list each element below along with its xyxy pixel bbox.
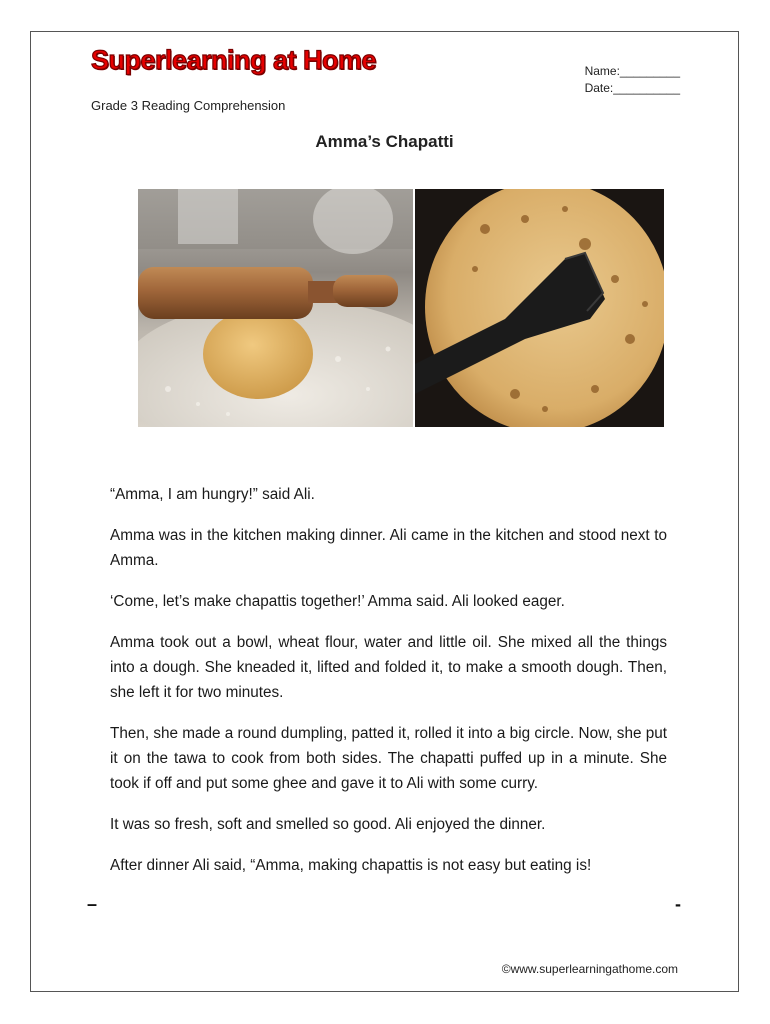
story-paragraph: After dinner Ali said, “Amma, making chapattis is not easy but eating is!	[110, 857, 592, 874]
name-field: Name:_________	[584, 64, 680, 78]
story-title: Amma’s Chapatti	[315, 132, 454, 151]
rolling-pin-dough-image	[138, 189, 413, 427]
chapatti-spatula-photo	[415, 189, 664, 427]
page-mark-left: –	[87, 894, 98, 914]
story-paragraph: Amma was in the kitchen making dinner. Ali came in the kitchen and stood next to Amma.	[110, 527, 667, 569]
story-paragraph: It was so fresh, soft and smelled so good. Ali enjoyed the dinner.	[110, 816, 546, 833]
story-paragraph: “Amma, I am hungry!” said Ali.	[110, 486, 315, 503]
brand-logo: Superlearning at Home	[91, 45, 377, 75]
date-field: Date:__________	[584, 81, 680, 95]
page-mark-right: -	[675, 894, 681, 914]
copyright-footer: ©www.superlearningathome.com	[501, 962, 678, 976]
story-paragraph: Amma took out a bowl, wheat flour, water and little oil. She mixed all the things into a dough. She kneaded it, lifted and folded it, to make a smooth dough. Then, she left it for two minutes.	[110, 634, 667, 701]
chapatti-spatula-image	[415, 189, 664, 427]
story-text	[110, 482, 667, 894]
grade-subtitle: Grade 3 Reading Comprehension	[91, 98, 286, 113]
worksheet-page	[30, 31, 739, 992]
story-paragraph: ‘Come, let’s make chapattis together!’ Amma said. Ali looked eager.	[110, 593, 565, 610]
rolling-pin-dough-photo	[138, 189, 413, 427]
name-date-block	[585, 63, 680, 97]
story-paragraph: Then, she made a round dumpling, patted it, rolled it into a big circle. Now, she put it on the tawa to cook from both sides. The chapatti puffed up in a minute. She took if off and put some ghee and gave it to Ali with some curry.	[110, 725, 667, 792]
